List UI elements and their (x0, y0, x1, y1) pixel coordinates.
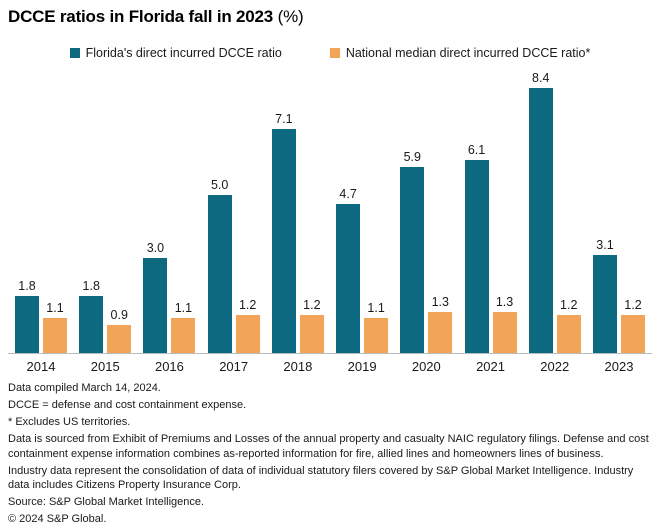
bar-value-label: 3.1 (596, 238, 614, 252)
bar-value-label: 5.9 (403, 150, 421, 164)
bar (428, 312, 452, 353)
bar-cell-2016-series1 (171, 301, 195, 353)
legend-swatch-national-icon (330, 48, 340, 58)
bar-group-2015 (79, 279, 131, 353)
footnote-copyright: © 2024 S&P Global. (8, 513, 107, 525)
bar-cell-2018-series1 (300, 298, 324, 353)
year-label-2020: 2020 (411, 359, 441, 374)
bar-cell-2018-series0 (272, 112, 296, 353)
legend-label-florida: Florida's direct incurred DCCE ratio (85, 46, 282, 60)
bar-cell-2015-series1 (107, 308, 131, 353)
bar (493, 312, 517, 353)
bar-value-label: 0.9 (110, 308, 128, 322)
bar-cell-2014-series0 (15, 279, 39, 353)
bar (593, 255, 617, 353)
bar (529, 88, 553, 353)
bar-value-label: 6.1 (467, 143, 486, 157)
bar-value-label: 1.2 (624, 298, 642, 312)
bar-value-label: 8.4 (532, 71, 550, 85)
bar-cell-2023-series0 (593, 238, 617, 353)
bar-value-label: 1.3 (431, 295, 449, 309)
bar (107, 325, 131, 353)
bar-chart (8, 67, 652, 374)
bar (336, 204, 360, 353)
bar (236, 315, 260, 353)
year-label-2021: 2021 (476, 359, 505, 374)
bar (300, 315, 324, 353)
bar-value-label: 1.8 (82, 279, 100, 293)
bar-cell-2023-series1 (621, 298, 645, 353)
bar-cell-2015-series0 (79, 279, 103, 353)
bar-value-label: 1.1 (174, 301, 193, 315)
bar (364, 318, 388, 353)
bar-value-label: 3.0 (146, 241, 165, 255)
year-label-2017: 2017 (219, 359, 249, 374)
bar-value-label: 7.1 (275, 112, 293, 126)
bar-value-label: 1.3 (495, 295, 514, 309)
year-label-2014: 2014 (26, 359, 56, 374)
bar-value-label: 5.0 (210, 178, 229, 192)
bar (143, 258, 167, 353)
bar-cell-2014-series1 (43, 301, 67, 353)
bar-cell-2019-series1 (364, 301, 388, 353)
bar (15, 296, 39, 353)
legend-item-florida (70, 46, 282, 60)
bar (621, 315, 645, 353)
footnotes (8, 381, 656, 526)
bar-value-label: 1.1 (367, 301, 385, 315)
bar-group-2021 (465, 143, 517, 353)
bar-group-2017 (208, 178, 260, 353)
footnote-source: Source: S&P Global Market Intelligence. (8, 496, 205, 508)
bar-cell-2017-series0 (208, 178, 232, 353)
bar-group-2023 (593, 238, 645, 353)
footnote-data-sourced: Data is sourced from Exhibit of Premiums and Losses of the annual property and casualty NAIC regulatory filings. Defense and cost containment expense information combines as-reported information for fire, allied lines and homeowners lines of business. (8, 433, 649, 460)
bar (272, 129, 296, 353)
bar (465, 160, 489, 353)
bar-value-label: 1.2 (303, 298, 321, 312)
bar (171, 318, 195, 353)
bar-cell-2021-series0 (465, 143, 489, 353)
bar-value-label: 1.8 (18, 279, 36, 293)
bar-group-2022 (529, 71, 581, 353)
bar-value-label: 1.1 (46, 301, 64, 315)
footnote-compiled: Data compiled March 14, 2024. (8, 382, 161, 394)
bar-cell-2017-series1 (236, 298, 260, 353)
legend-swatch-florida-icon (70, 48, 80, 58)
bar-group-2018 (272, 112, 324, 353)
year-label-2023: 2023 (604, 359, 634, 374)
bar (400, 167, 424, 353)
bar-value-label: 1.2 (238, 298, 257, 312)
footnote-industry-data: Industry data represent the consolidation of data of individual statutory filers covered by S&P Global Market Intelligence. Industry data includes Citizens Property Insurance Corp. (8, 464, 634, 491)
bar-group-2016 (143, 241, 195, 353)
x-axis-labels (8, 354, 652, 374)
chart-title-text: DCCE ratios in Florida fall in 2023 (8, 7, 274, 26)
bar-value-label: 4.7 (339, 187, 357, 201)
bar-value-label: 1.2 (560, 298, 578, 312)
footnote-dcce-definition: DCCE = defense and cost containment expense. (8, 399, 247, 411)
bar (43, 318, 67, 353)
chart-title-unit: (%) (277, 7, 304, 26)
chart-title (8, 7, 303, 27)
bar-cell-2019-series0 (336, 187, 360, 353)
bar-cell-2021-series1 (493, 295, 517, 353)
bar-group-2019 (336, 187, 388, 353)
bar-cell-2022-series0 (529, 71, 553, 353)
year-label-2015: 2015 (90, 359, 120, 374)
bar-cell-2020-series1 (428, 295, 452, 353)
bar (557, 315, 581, 353)
bars-area (8, 67, 652, 353)
bar-cell-2022-series1 (557, 298, 581, 353)
footnote-territories: * Excludes US territories. (8, 416, 131, 428)
bar (208, 195, 232, 353)
bar-group-2014 (15, 279, 67, 353)
legend (0, 46, 660, 60)
bar-group-2020 (400, 150, 452, 353)
year-label-2022: 2022 (540, 359, 570, 374)
bar-cell-2016-series0 (143, 241, 167, 353)
year-label-2019: 2019 (347, 359, 377, 374)
bar (79, 296, 103, 353)
year-label-2018: 2018 (283, 359, 313, 374)
legend-label-national: National median direct incurred DCCE ratio* (345, 46, 591, 60)
year-label-2016: 2016 (154, 359, 184, 374)
bar-cell-2020-series0 (400, 150, 424, 353)
legend-item-national (330, 46, 591, 60)
